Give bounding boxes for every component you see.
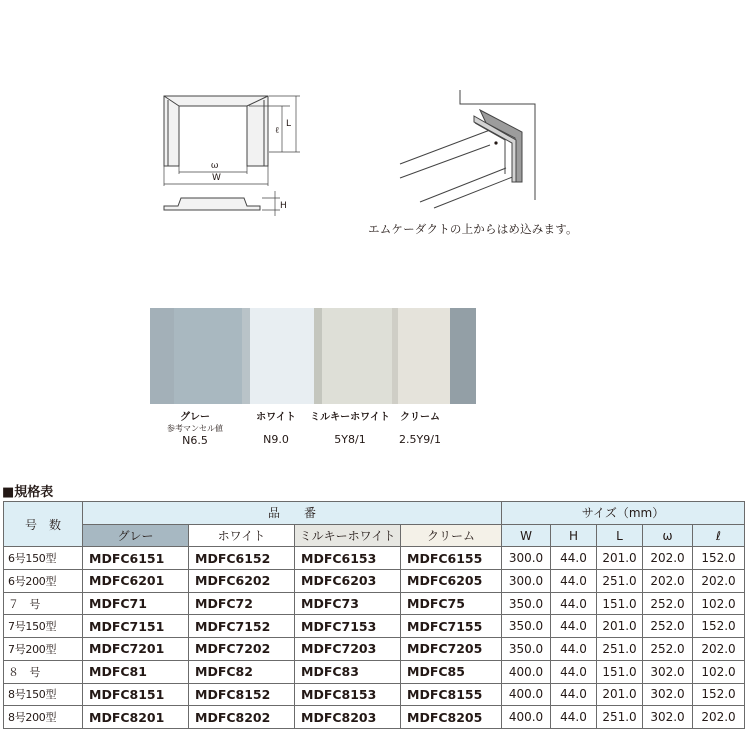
header-dim-w: W [502, 524, 551, 547]
dimension-value: 44.0 [551, 592, 597, 615]
row-type: 6号150型 [4, 547, 83, 570]
product-code: MDFC8151 [83, 683, 189, 706]
product-code: MDFC85 [401, 660, 502, 683]
row-type: ８ 号 [4, 660, 83, 683]
swatch-label-milky-white: ミルキーホワイト 5Y8/1 [310, 412, 390, 446]
table-row [4, 660, 745, 683]
dimension-value: 151.0 [597, 592, 643, 615]
dimension-value: 44.0 [551, 638, 597, 661]
table-row [4, 706, 745, 729]
product-code: MDFC6152 [189, 547, 295, 570]
swatch-label-cream: クリーム 2.5Y9/1 [399, 412, 441, 446]
dimension-value: 44.0 [551, 660, 597, 683]
dimension-value: 302.0 [643, 660, 693, 683]
dimension-value: 252.0 [643, 615, 693, 638]
w-label: W [212, 173, 221, 183]
product-code: MDFC8202 [189, 706, 295, 729]
dimension-value: 151.0 [597, 660, 643, 683]
dimension-value: 202.0 [693, 638, 745, 661]
dimension-value: 400.0 [502, 660, 551, 683]
row-type: 6号200型 [4, 570, 83, 593]
product-code: MDFC81 [83, 660, 189, 683]
row-type: 8号200型 [4, 706, 83, 729]
installation-caption: エムケーダクトの上からはめ込みます。 [368, 222, 578, 236]
dimension-value: 251.0 [597, 570, 643, 593]
dimension-value: 202.0 [643, 547, 693, 570]
product-code: MDFC6151 [83, 547, 189, 570]
header-dim-omega: ω [643, 524, 693, 547]
l-large-label: L [286, 119, 292, 129]
row-type: 7号150型 [4, 615, 83, 638]
product-code: MDFC8201 [83, 706, 189, 729]
dimension-value: 201.0 [597, 615, 643, 638]
swatch-label-white: ホワイト N9.0 [256, 412, 296, 446]
header-color-gray: グレー [83, 524, 189, 547]
dimension-value: 102.0 [693, 592, 745, 615]
dimension-value: 302.0 [643, 683, 693, 706]
table-row [4, 638, 745, 661]
product-code: MDFC6205 [401, 570, 502, 593]
spec-table-body [4, 547, 745, 729]
product-code: MDFC7151 [83, 615, 189, 638]
dimension-value: 202.0 [693, 706, 745, 729]
dimension-value: 44.0 [551, 706, 597, 729]
dimension-value: 44.0 [551, 683, 597, 706]
product-code: MDFC7203 [295, 638, 401, 661]
dimension-value: 350.0 [502, 638, 551, 661]
spec-table-title: ■規格表 [2, 485, 54, 500]
color-swatch-panel [150, 308, 476, 404]
dimension-value: 300.0 [502, 547, 551, 570]
header-dim-h: H [551, 524, 597, 547]
product-code: MDFC75 [401, 592, 502, 615]
h-label: H [280, 201, 287, 211]
product-code: MDFC7153 [295, 615, 401, 638]
installation-drawing [390, 90, 570, 220]
header-dim-l: L [597, 524, 643, 547]
row-type: ７ 号 [4, 592, 83, 615]
header-dim-l-small: ℓ [693, 524, 745, 547]
row-type: 7号200型 [4, 638, 83, 661]
dimension-value: 400.0 [502, 683, 551, 706]
dimension-value: 201.0 [597, 683, 643, 706]
swatch-milky-white [322, 308, 392, 404]
dimension-value: 152.0 [693, 615, 745, 638]
dimension-value: 251.0 [597, 706, 643, 729]
dimension-drawing [150, 88, 310, 233]
header-color-milky-white: ミルキーホワイト [295, 524, 401, 547]
dimension-value: 302.0 [643, 706, 693, 729]
swatch-gray [174, 308, 242, 404]
product-code: MDFC6203 [295, 570, 401, 593]
product-code: MDFC7205 [401, 638, 502, 661]
dimension-value: 152.0 [693, 683, 745, 706]
omega-label: ω [211, 161, 219, 171]
swatch-cream [398, 308, 450, 404]
l-small-label: ℓ [275, 126, 280, 136]
product-code: MDFC7202 [189, 638, 295, 661]
header-size-group: サイズ（mm） [502, 502, 745, 525]
product-code: MDFC73 [295, 592, 401, 615]
dimension-value: 44.0 [551, 570, 597, 593]
product-code: MDFC82 [189, 660, 295, 683]
swatch-label-gray: グレー 参考マンセル値 N6.5 [167, 412, 223, 447]
table-row [4, 683, 745, 706]
product-code: MDFC72 [189, 592, 295, 615]
table-row [4, 615, 745, 638]
product-code: MDFC7201 [83, 638, 189, 661]
dimension-value: 252.0 [643, 592, 693, 615]
dimension-value: 44.0 [551, 547, 597, 570]
product-code: MDFC8153 [295, 683, 401, 706]
product-code: MDFC71 [83, 592, 189, 615]
dimension-value: 300.0 [502, 570, 551, 593]
dimension-value: 201.0 [597, 547, 643, 570]
dimension-value: 44.0 [551, 615, 597, 638]
table-row [4, 592, 745, 615]
dimension-value: 152.0 [693, 547, 745, 570]
product-code: MDFC6153 [295, 547, 401, 570]
product-code: MDFC7152 [189, 615, 295, 638]
product-code: MDFC8205 [401, 706, 502, 729]
spec-table [3, 501, 745, 729]
swatch-white [250, 308, 314, 404]
product-code: MDFC7155 [401, 615, 502, 638]
product-code: MDFC8152 [189, 683, 295, 706]
dimension-value: 350.0 [502, 615, 551, 638]
table-row [4, 547, 745, 570]
product-code: MDFC6201 [83, 570, 189, 593]
dimension-value: 350.0 [502, 592, 551, 615]
product-code: MDFC83 [295, 660, 401, 683]
dimension-value: 251.0 [597, 638, 643, 661]
table-row [4, 570, 745, 593]
header-type: 号 数 [4, 502, 83, 547]
dimension-value: 400.0 [502, 706, 551, 729]
header-color-white: ホワイト [189, 524, 295, 547]
dimension-value: 202.0 [693, 570, 745, 593]
dimension-value: 102.0 [693, 660, 745, 683]
product-code: MDFC8155 [401, 683, 502, 706]
product-code: MDFC8203 [295, 706, 401, 729]
header-product-group: 品 番 [83, 502, 502, 525]
header-color-cream: クリーム [401, 524, 502, 547]
product-code: MDFC6202 [189, 570, 295, 593]
row-type: 8号150型 [4, 683, 83, 706]
product-code: MDFC6155 [401, 547, 502, 570]
dimension-value: 252.0 [643, 638, 693, 661]
dimension-value: 202.0 [643, 570, 693, 593]
